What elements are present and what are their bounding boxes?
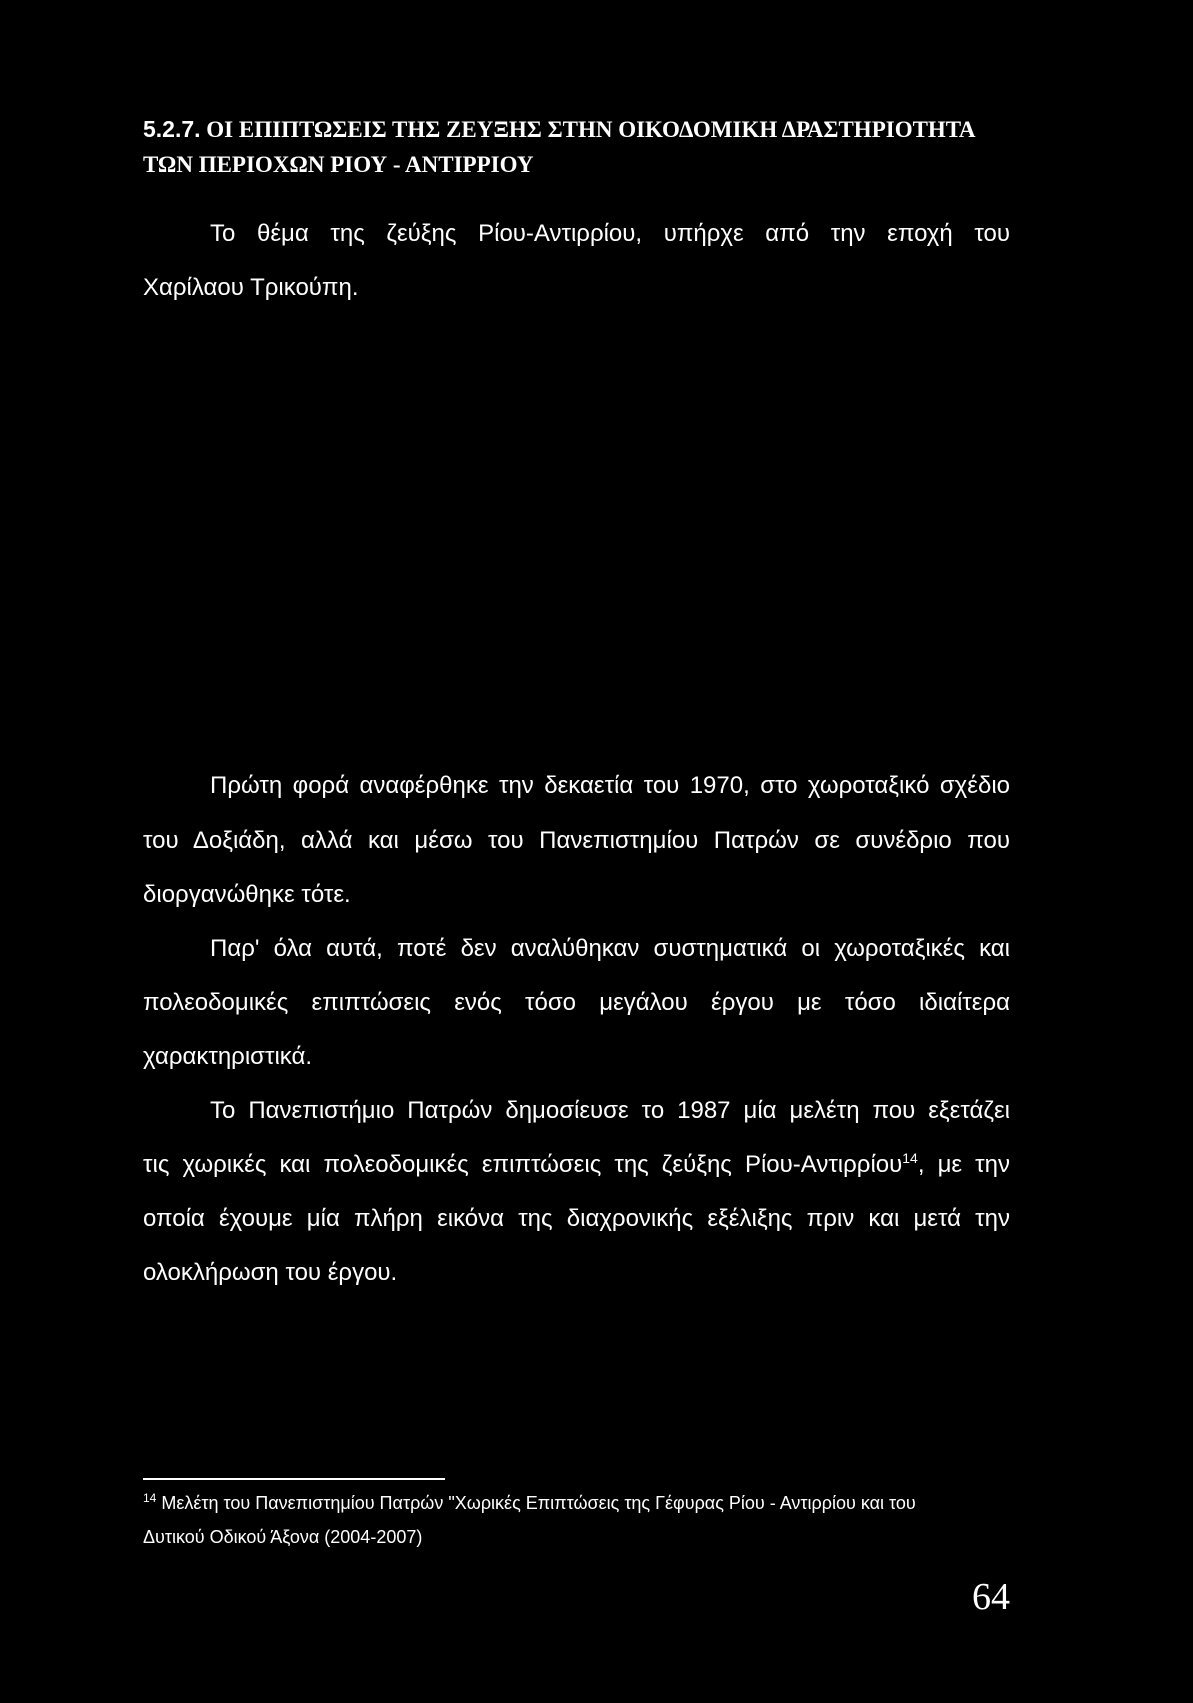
footnote-text-1: Μελέτη του Πανεπιστημίου Πατρών "Χωρικές Επιπτώσεις της Γέφυρας Ρίου - Αντιρρίου και του <box>161 1493 916 1513</box>
paragraph-4-line-2 <box>143 1150 1010 1180</box>
footnote-reference: 14 <box>902 1150 918 1166</box>
paragraph-4-line-2-end: , με την <box>917 1151 1010 1178</box>
section-title-part-2: ΤΩΝ ΠΕΡΙΟΧΩΝ ΡΙΟΥ - ΑΝΤΙΡΡΙΟΥ <box>143 152 534 177</box>
paragraph-2-line-3: διοργανώθηκε τότε. <box>143 881 351 908</box>
paragraph-2-line-1: Πρώτη φορά αναφέρθηκε την δεκαετία του 1970, στο χωροταξικό σχέδιο <box>210 772 1010 799</box>
section-heading-line-1 <box>143 112 1023 147</box>
paragraph-3-line-2: πολεοδομικές επιπτώσεις ενός τόσο μεγάλου έργου με τόσο ιδιαίτερα <box>143 989 1010 1016</box>
paragraph-1-line-1: Το θέμα της ζεύξης Ρίου-Αντιρρίου, υπήρχε από την εποχή του <box>210 220 1010 247</box>
footnote-line-1 <box>143 1491 1013 1515</box>
section-number: 5.2.7. <box>143 116 201 142</box>
paragraph-4-line-1: Το Πανεπιστήμιο Πατρών δημοσίευσε το 1987 μία μελέτη που εξετάζει <box>210 1097 1010 1124</box>
page-number: 64 <box>972 1576 1010 1618</box>
paragraph-3-line-1: Παρ' όλα αυτά, ποτέ δεν αναλύθηκαν συστηματικά οι χωροταξικές και <box>210 935 1010 962</box>
footnote-line-2: Δυτικού Οδικού Άξονα (2004-2007) <box>143 1527 423 1547</box>
footnote-separator <box>143 1478 445 1480</box>
paragraph-4-line-4: ολοκλήρωση του έργου. <box>143 1259 398 1286</box>
footnote-number: 14 <box>143 1491 157 1505</box>
section-title-part-1: ΟΙ ΕΠΙΠΤΩΣΕΙΣ ΤΗΣ ΖΕΥΞΗΣ ΣΤΗΝ ΟΙΚΟΔΟΜΙΚΗ ΔΡΑΣΤΗΡΙΟΤΗΤΑ <box>206 117 976 142</box>
paragraph-2-line-2: του Δοξιάδη, αλλά και μέσω του Πανεπιστημίου Πατρών σε συνέδριο που <box>143 827 1010 854</box>
paragraph-3-line-3: χαρακτηριστικά. <box>143 1043 313 1070</box>
paragraph-4-line-2-text: τις χωρικές και πολεοδομικές επιπτώσεις της ζεύξης Ρίου-Αντιρρίου <box>143 1151 903 1178</box>
section-heading <box>143 112 1023 182</box>
paragraph-4-line-3: οποία έχουμε μία πλήρη εικόνα της διαχρονικής εξέλιξης πριν και μετά την <box>143 1205 1010 1232</box>
paragraph-1-line-2: Χαρίλαου Τρικούπη. <box>143 274 359 301</box>
